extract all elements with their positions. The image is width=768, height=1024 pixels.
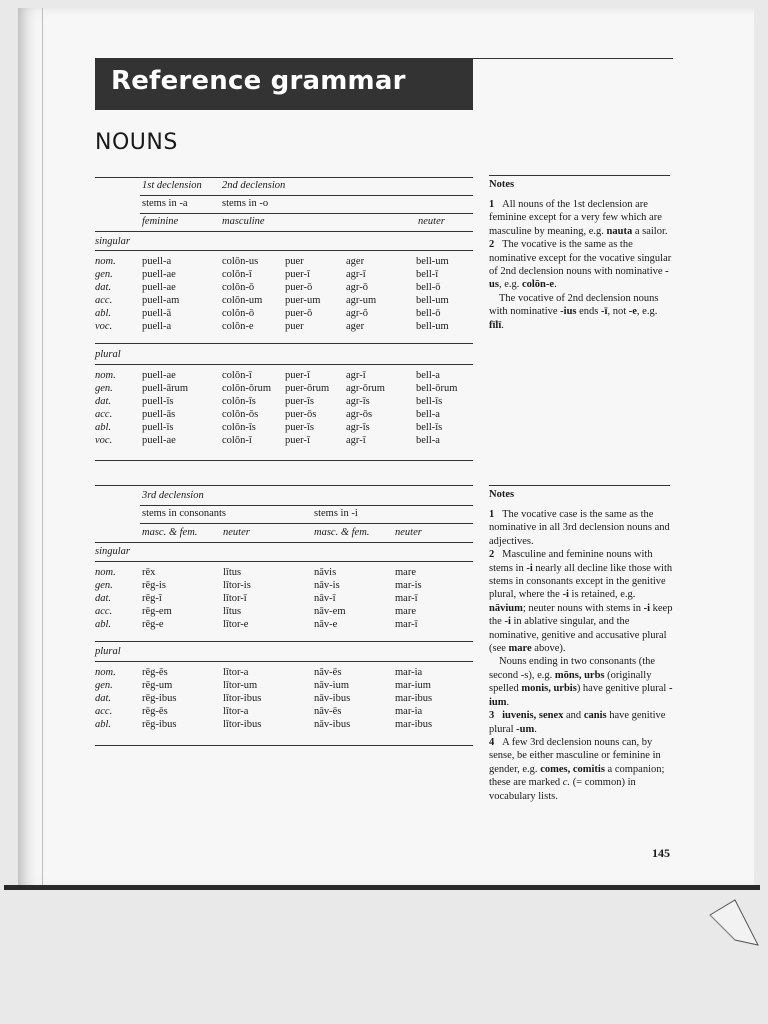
- table2-stems-i: stems in -i: [314, 508, 358, 519]
- table-cell: nāv-is: [314, 580, 340, 591]
- table-cell: puer-ī: [285, 435, 310, 446]
- table-cell: puer-um: [285, 295, 321, 306]
- table-cell: agr-um: [346, 295, 377, 306]
- table-cell: rēg-ēs: [142, 706, 168, 717]
- table-cell: colōn-ō: [222, 282, 255, 293]
- table-cell: nāv-e: [314, 619, 338, 630]
- table-cell: agr-īs: [346, 422, 370, 433]
- table-cell: bell-a: [416, 435, 440, 446]
- table-cell: bell-ō: [416, 308, 441, 319]
- table-cell: puer: [285, 256, 304, 267]
- table1-singular-label: singular: [95, 236, 131, 247]
- table-cell: colōn-e: [222, 321, 254, 332]
- note-number: 1: [489, 199, 495, 210]
- table1-plural-label: plural: [95, 349, 121, 360]
- table-cell: mare: [395, 567, 416, 578]
- table2-plural-label: plural: [95, 646, 121, 657]
- note-paragraph: The vocative of 2nd declension nouns with nominative -ius ends -ī, not -e, e.g. fīlī.: [489, 292, 659, 331]
- table-cell: bell-a: [416, 370, 440, 381]
- table-cell: rēg-is: [142, 580, 166, 591]
- table-cell: puer-īs: [285, 396, 314, 407]
- table-cell: puer-ō: [285, 282, 313, 293]
- notes1-top-rule: [489, 175, 670, 176]
- table-cell: puell-a: [142, 321, 172, 332]
- table1-gender-neuter: neuter: [418, 216, 445, 227]
- table-cell: bell-um: [416, 295, 449, 306]
- table-cell: puell-a: [142, 256, 172, 267]
- page-title: Reference grammar: [111, 66, 406, 96]
- section-title: NOUNS: [95, 130, 178, 155]
- header-rule: [473, 58, 673, 59]
- table-cell: rēg-e: [142, 619, 164, 630]
- table-cell: agr-ī: [346, 269, 366, 280]
- table-cell: puell-ās: [142, 409, 176, 420]
- table-cell: puell-am: [142, 295, 180, 306]
- table-cell: bell-īs: [416, 422, 443, 433]
- table-cell: mar-ium: [395, 680, 431, 691]
- table-row-case: dat.: [95, 593, 112, 604]
- table-cell: nāv-em: [314, 606, 346, 617]
- table-row-case: acc.: [95, 295, 113, 306]
- table-cell: lītor-e: [223, 619, 249, 630]
- table-cell: puer: [285, 321, 304, 332]
- table1-decl-2nd: 2nd declension: [222, 180, 286, 191]
- table1-rule-3: [95, 231, 473, 232]
- table2-rule-2: [140, 523, 473, 524]
- table1-stems-a: stems in -a: [142, 198, 188, 209]
- page-number: 145: [652, 846, 670, 860]
- table-row-case: nom.: [95, 370, 116, 381]
- table-cell: nāv-ēs: [314, 667, 342, 678]
- table2-rule-4: [95, 561, 473, 562]
- table-cell: bell-ī: [416, 269, 439, 280]
- notes1-body: [489, 198, 673, 332]
- table-cell: nāv-ibus: [314, 693, 351, 704]
- table-cell: agr-ī: [346, 370, 366, 381]
- table-row-case: voc.: [95, 435, 113, 446]
- note-number: 2: [489, 239, 495, 251]
- table-cell: bell-ō: [416, 282, 441, 293]
- table1-decl-1st: 1st declension: [142, 180, 202, 191]
- table-cell: agr-ī: [346, 435, 366, 446]
- table-cell: lītor-a: [223, 667, 249, 678]
- table-cell: agr-ō: [346, 308, 368, 319]
- table-cell: puell-ae: [142, 269, 176, 280]
- notes1-heading: Notes: [489, 179, 515, 190]
- table-row-case: gen.: [95, 269, 113, 280]
- table-cell: bell-ōrum: [416, 383, 458, 394]
- note-paragraph: 1 The vocative case is the same as the nominative in all 3rd declension nouns and adjectives.: [489, 509, 670, 547]
- table1-gender-masculine: masculine: [222, 216, 265, 227]
- table-cell: colōn-ōrum: [222, 383, 271, 394]
- table-cell: rēg-ibus: [142, 719, 177, 730]
- table-cell: puer-ī: [285, 269, 310, 280]
- table2-decl-3rd: 3rd declension: [142, 490, 204, 501]
- table-cell: mar-is: [395, 580, 422, 591]
- table-cell: colōn-ī: [222, 269, 252, 280]
- notes2-heading: Notes: [489, 489, 515, 500]
- note-number: 4: [489, 736, 495, 748]
- table-row-case: dat.: [95, 396, 112, 407]
- table-cell: colōn-ī: [222, 370, 252, 381]
- table-row-case: acc.: [95, 606, 113, 617]
- table-cell: colōn-us: [222, 256, 259, 267]
- table1-rule-2: [140, 213, 473, 214]
- table2-rule-3: [95, 542, 473, 543]
- table-cell: lītor-ibus: [223, 719, 262, 730]
- table-row-case: abl.: [95, 422, 112, 433]
- table1-rule-4: [95, 250, 473, 251]
- table2-gender-neuter-2: neuter: [395, 527, 422, 538]
- table-row-case: dat.: [95, 693, 112, 704]
- table-cell: rēx: [142, 567, 156, 578]
- table-cell: colōn-ī: [222, 435, 252, 446]
- page-bottom-edge: [4, 885, 760, 890]
- table2-gender-mascfem-1: masc. & fem.: [142, 527, 198, 538]
- table2-rule-6: [95, 661, 473, 662]
- notes2-top-rule: [489, 485, 670, 486]
- table-cell: agr-ō: [346, 282, 368, 293]
- table-cell: mare: [395, 606, 416, 617]
- table-cell: nāv-ī: [314, 593, 336, 604]
- table-row-case: acc.: [95, 409, 113, 420]
- table-cell: lītus: [223, 567, 242, 578]
- table2-top-rule: [95, 485, 473, 486]
- table-cell: puell-ae: [142, 435, 176, 446]
- note-paragraph: 4 A few 3rd declension nouns can, by sense, be either masculine or feminine in gender, e.g. comes, comitis a companion; these are marked c. (= common) in vocabulary lists.: [489, 736, 665, 802]
- table1-rule-6: [95, 364, 473, 365]
- page-gutter-line: [42, 8, 43, 885]
- table-cell: bell-a: [416, 409, 440, 420]
- table-cell: rēg-ī: [142, 593, 162, 604]
- table-cell: nāv-ibus: [314, 719, 351, 730]
- table-cell: agr-ōrum: [346, 383, 385, 394]
- table1-gender-feminine: feminine: [142, 216, 179, 227]
- table-cell: nāv-ēs: [314, 706, 342, 717]
- table-cell: puell-ae: [142, 370, 176, 381]
- table-cell: rēg-em: [142, 606, 172, 617]
- table-cell: mar-ī: [395, 593, 418, 604]
- table-cell: nāvis: [314, 567, 337, 578]
- note-number: 1: [489, 509, 495, 520]
- table-cell: puell-īs: [142, 422, 174, 433]
- table-cell: agr-īs: [346, 396, 370, 407]
- table-row-case: nom.: [95, 256, 116, 267]
- table-cell: bell-um: [416, 321, 449, 332]
- note-paragraph: 2 The vocative is the same as the nominative except for the vocative singular of 2nd declension nouns with nominative -us, e.g. colōn-e.: [489, 239, 672, 291]
- table-row-case: gen.: [95, 580, 113, 591]
- table-cell: lītus: [223, 606, 242, 617]
- note-number: 2: [489, 549, 495, 561]
- table1-stems-o: stems in -o: [222, 198, 269, 209]
- note-paragraph: 1 All nouns of the 1st declension are feminine except for a very few which are masculine by meaning, e.g. nauta a sailor.: [489, 199, 668, 237]
- table-row-case: dat.: [95, 282, 112, 293]
- table-cell: puell-ae: [142, 282, 176, 293]
- table1-top-rule: [95, 177, 473, 178]
- page-curl-icon: [700, 895, 760, 955]
- table-cell: puer-īs: [285, 422, 314, 433]
- table-cell: lītor-a: [223, 706, 249, 717]
- table-cell: lītor-ibus: [223, 693, 262, 704]
- table-cell: puer-ōs: [285, 409, 317, 420]
- table-cell: mar-ī: [395, 619, 418, 630]
- table-cell: rēg-ibus: [142, 693, 177, 704]
- table-cell: rēg-ēs: [142, 667, 168, 678]
- notes2-body: [489, 508, 673, 803]
- table-cell: ager: [346, 256, 365, 267]
- table-cell: mar-ibus: [395, 693, 433, 704]
- table1-rule-1: [140, 195, 473, 196]
- table-cell: puell-ārum: [142, 383, 189, 394]
- table-cell: colōn-īs: [222, 396, 256, 407]
- note-paragraph: 2 Masculine and feminine nouns with stems in -i nearly all decline like those with stems in consonants except in the genitive plural, where the -i is retained, e.g. nāvium; neuter nouns with stems in -i keep the -i in ablative singular, and the nominative, genitive and accusative plural (see mare above).: [489, 549, 673, 655]
- table-cell: ager: [346, 321, 365, 332]
- table-cell: puer-ō: [285, 308, 313, 319]
- table-row-case: gen.: [95, 680, 113, 691]
- table-cell: puell-īs: [142, 396, 174, 407]
- table-cell: mar-ibus: [395, 719, 433, 730]
- table-cell: colōn-ō: [222, 308, 255, 319]
- table2-rule-1: [140, 505, 473, 506]
- table2-gender-neuter-1: neuter: [223, 527, 250, 538]
- table-cell: agr-ōs: [346, 409, 373, 420]
- table-row-case: voc.: [95, 321, 113, 332]
- table2-stems-consonants: stems in consonants: [142, 508, 226, 519]
- table-cell: bell-um: [416, 256, 449, 267]
- table-cell: nāv-ium: [314, 680, 349, 691]
- table-row-case: abl.: [95, 308, 112, 319]
- table-cell: rēg-um: [142, 680, 173, 691]
- table-row-case: nom.: [95, 667, 116, 678]
- table-cell: puer-ōrum: [285, 383, 330, 394]
- table2-bottom-rule: [95, 745, 473, 746]
- table-cell: mar-ia: [395, 706, 423, 717]
- table1-rule-5: [95, 343, 473, 344]
- table-cell: lītor-ī: [223, 593, 247, 604]
- table-cell: colōn-ōs: [222, 409, 259, 420]
- note-paragraph: 3 iuvenis, senex and canis have genitive plural -um.: [489, 710, 666, 735]
- table-cell: bell-īs: [416, 396, 443, 407]
- table2-rule-5: [95, 641, 473, 642]
- table-cell: colōn-um: [222, 295, 263, 306]
- table-row-case: abl.: [95, 619, 112, 630]
- note-number: 3: [489, 710, 495, 722]
- table-cell: lītor-um: [223, 680, 258, 691]
- table-cell: lītor-is: [223, 580, 251, 591]
- table-row-case: gen.: [95, 383, 113, 394]
- note-paragraph: Nouns ending in two consonants (the second -s), e.g. mōns, urbs (originally spelled monis, urbis) have genitive plural -ium.: [489, 656, 673, 708]
- table-row-case: acc.: [95, 706, 113, 717]
- table2-singular-label: singular: [95, 546, 131, 557]
- table2-gender-mascfem-2: masc. & fem.: [314, 527, 370, 538]
- table-cell: mar-ia: [395, 667, 423, 678]
- table1-bottom-rule: [95, 460, 473, 461]
- table-cell: puell-ā: [142, 308, 172, 319]
- table-row-case: abl.: [95, 719, 112, 730]
- table-row-case: nom.: [95, 567, 116, 578]
- table-cell: colōn-īs: [222, 422, 256, 433]
- table-cell: puer-ī: [285, 370, 310, 381]
